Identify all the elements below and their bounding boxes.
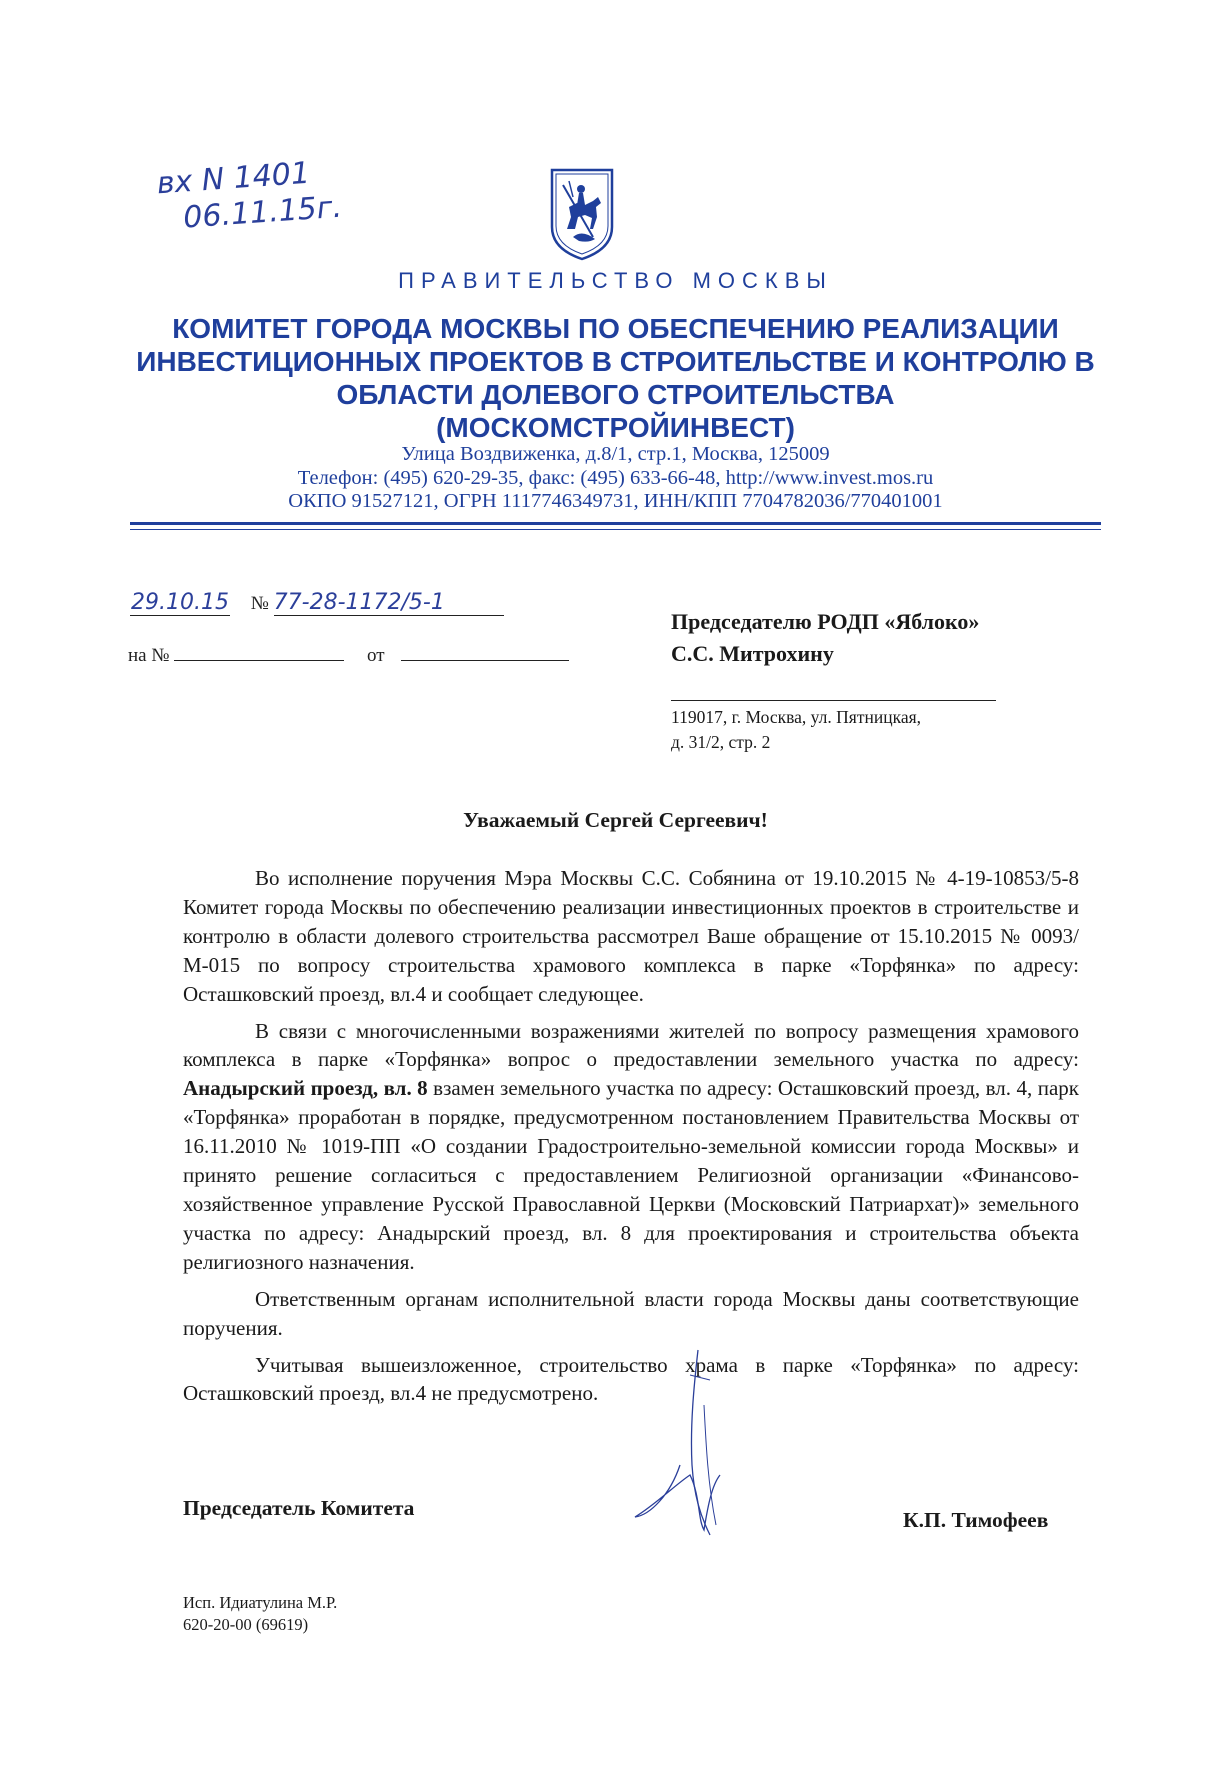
letterhead-divider [130, 522, 1101, 525]
body-paragraph: Учитывая вышеизложенное, строительство храма в парке «Торфянка» по адресу: Осташковский проезд, вл.4 не предусмотрено. [183, 1352, 1079, 1406]
letterhead-divider [130, 529, 1101, 530]
body-text-run: взамен земельного участка по адресу: Осташковский проезд, вл. 4, парк «Торфянка» проработан в порядке, предусмотренном постановлением Правительства Москвы от 16.11.2010 № 1019-ПП «О создании Градостроительно-земельной комиссии города Москвы» и принято решение согласиться с предоставлением Религиозной организации «Финансово-хозяйственное управление Русской Православной Церкви (Московский Патриархат)» земельного участка по адресу: Анадырский проезд, вл. 8 для проектирования и строительства объекта религиозного назначения. [183, 1076, 1079, 1274]
addressee-name: С.С. Митрохину [671, 641, 834, 666]
body-bold-address: Анадырский проезд, вл. 8 [183, 1076, 428, 1101]
handwritten-signature [620, 1345, 760, 1545]
greeting: Уважаемый Сергей Сергеевич! [463, 808, 768, 832]
addressee-address-line: 119017, г. Москва, ул. Пятницкая, [671, 707, 922, 727]
incoming-stamp [156, 154, 343, 239]
incoming-number: вх N 1401 [155, 155, 312, 202]
reply-to-label: на № [128, 645, 170, 666]
committee-name-line: КОМИТЕТ ГОРОДА МОСКВЫ ПО ОБЕСПЕЧЕНИЮ РЕАЛИЗАЦИИ [172, 313, 1059, 344]
registration-date: 29.10.15 [131, 590, 229, 615]
committee-abbreviation: (МОСКОМСТРОЙИНВЕСТ) [436, 412, 795, 443]
registration-line [130, 590, 504, 616]
body-paragraph: Во исполнение поручения Мэра Москвы С.С. Собянина от 19.10.2015 № 4-19-10853/5-8 Комитет города Москвы по обеспечению реализации инвестиционных проектов в строительстве и контролю в области долевого строительства рассмотрел Ваше обращение от 15.10.2015 № 0093/М-015 по вопросу строительства храмового комплекса в парке «Торфянка» по адресу: Осташковский проезд, вл.4 и сообщает следующее. [183, 866, 1079, 1006]
incoming-date: 06.11.15г. [182, 189, 344, 236]
addressee [671, 606, 979, 670]
body-paragraph: Ответственным органам исполнительной власти города Москвы даны соответствующие поручения. [183, 1286, 1079, 1340]
reply-line [128, 642, 569, 667]
executor-name: Исп. Идиатулина М.Р. [183, 1593, 338, 1612]
government-title: ПРАВИТЕЛЬСТВО МОСКВЫ [398, 268, 833, 293]
addressee-address [671, 705, 1011, 755]
reply-from-blank [401, 642, 569, 661]
signatory-name: К.П. Тимофеев [903, 1508, 1049, 1532]
moscow-coat-of-arms-icon [549, 167, 615, 262]
letterhead-contacts [0, 443, 1231, 514]
registration-number: 77-28-1172/5-1 [274, 590, 504, 616]
reply-from-label: от [366, 645, 385, 666]
registration-number-sign: № [250, 593, 269, 614]
letterhead-codes: ОКПО 91527121, ОГРН 1117746349731, ИНН/КПП 7704782036/770401001 [288, 490, 943, 512]
executor-phone: 620-20-00 (69619) [183, 1615, 309, 1634]
letterhead-address: Улица Воздвиженка, д.8/1, стр.1, Москва, 125009 [401, 443, 830, 465]
body-text-run: В связи с многочисленными возражениями жителей по вопросу размещения храмового комплекса в парке «Торфянка» вопрос о предоставлении земельного участка по адресу: [183, 1018, 1079, 1072]
addressee-address-line: д. 31/2, стр. 2 [671, 732, 771, 752]
signatory-position: Председатель Комитета [183, 1496, 415, 1520]
letterhead-phones: Телефон: (495) 620-29-35, факс: (495) 633-66-48, http://www.invest.mos.ru [297, 466, 934, 489]
letter-body [183, 864, 1079, 1416]
reply-to-blank [174, 642, 344, 661]
executor-info [183, 1592, 337, 1636]
addressee-position: Председателю РОДП «Яблоко» [671, 609, 980, 634]
addressee-divider [671, 700, 996, 701]
body-paragraph [183, 1017, 1079, 1277]
committee-name-line: ИНВЕСТИЦИОННЫХ ПРОЕКТОВ В СТРОИТЕЛЬСТВЕ И КОНТРОЛЮ В [136, 346, 1095, 377]
committee-name-line: ОБЛАСТИ ДОЛЕВОГО СТРОИТЕЛЬСТВА [336, 379, 895, 410]
committee-name [60, 312, 1171, 444]
